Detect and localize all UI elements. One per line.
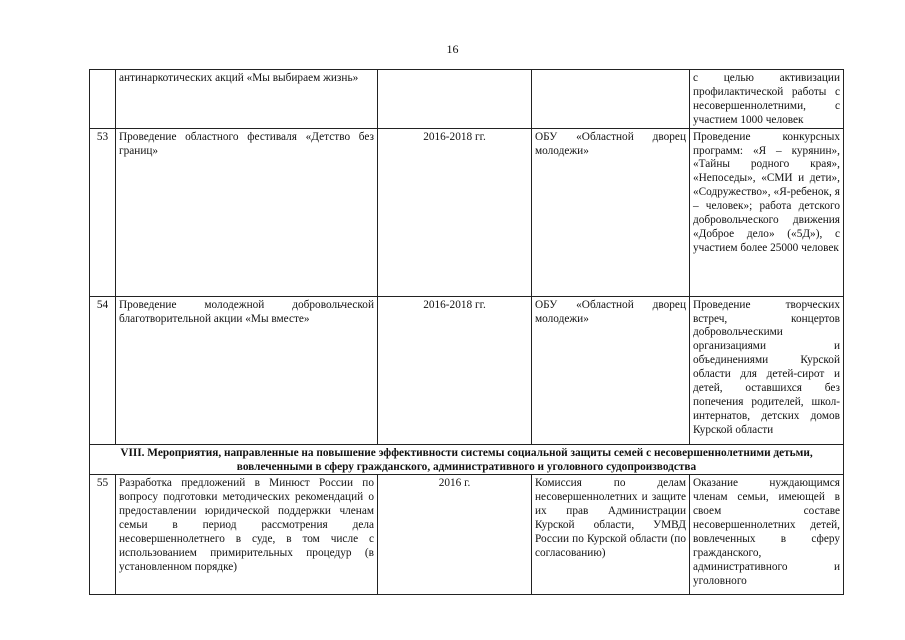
section-heading-line-1: VIII. Мероприятия, направленные на повышение эффективности системы социальной защиты семей с несовершеннолетними детьми, (120, 446, 813, 459)
section-heading-line-2: вовлеченными в сферу гражданского, административного и уголовного судопроизводства (236, 460, 697, 473)
result-cell: Проведение творческих встреч, концертов добровольческими организациями и объединениями Курской области для детей-сирот и детей, оставшихся без попечения родителей, школ-интернатов, детских домов Курской области (690, 296, 844, 444)
period-cell: 2016-2018 гг. (378, 128, 532, 296)
period-cell: 2016-2018 гг. (378, 296, 532, 444)
result-cell: Проведение конкурсных программ: «Я – курянин», «Тайны родного края», «Непоседы», «СМИ и дети», «Содружество», «Я-ребенок, я – человек»; работа детского добровольческого движения «Доброе дело» («5Д»), с участием более 25000 человек (690, 128, 844, 296)
executor-cell: ОБУ «Областной дворец молодежи» (532, 128, 690, 296)
table-row (90, 70, 844, 129)
table-row (90, 475, 844, 595)
result-cell: с целью активизации профилактической работы с несовершеннолетними, с участием 1000 человек (690, 70, 844, 129)
row-number: 55 (90, 475, 116, 595)
executor-cell: ОБУ «Областной дворец молодежи» (532, 296, 690, 444)
result-cell: Оказание нуждающимся членам семьи, имеющей в своем составе несовершеннолетних детей, вовлеченных в сферу гражданского, административного и уголовного (690, 475, 844, 595)
event-cell: Проведение областного фестиваля «Детство без границ» (116, 128, 378, 296)
section-header-row (90, 444, 844, 475)
table-row (90, 128, 844, 296)
period-cell: 2016 г. (378, 475, 532, 595)
period-cell (378, 70, 532, 129)
event-cell: антинаркотических акций «Мы выбираем жизнь» (116, 70, 378, 129)
row-number (90, 70, 116, 129)
row-number: 54 (90, 296, 116, 444)
event-cell: Проведение молодежной добровольческой благотворительной акции «Мы вместе» (116, 296, 378, 444)
page-number: 16 (446, 42, 459, 56)
event-cell: Разработка предложений в Минюст России по вопросу подготовки методических рекомендаций о предоставлении юридической поддержки членам семьи в период рассмотрения дела несовершеннолетнего в суде, в том числе с использованием примирительных процедур (в установленном порядке) (116, 475, 378, 595)
executor-cell: Комиссия по делам несовершеннолетних и защите их прав Администрации Курской области, УМВД России по Курской области (по согласованию) (532, 475, 690, 595)
section-heading (90, 444, 844, 475)
measures-table (89, 69, 844, 595)
executor-cell (532, 70, 690, 129)
row-number: 53 (90, 128, 116, 296)
table-row (90, 296, 844, 444)
